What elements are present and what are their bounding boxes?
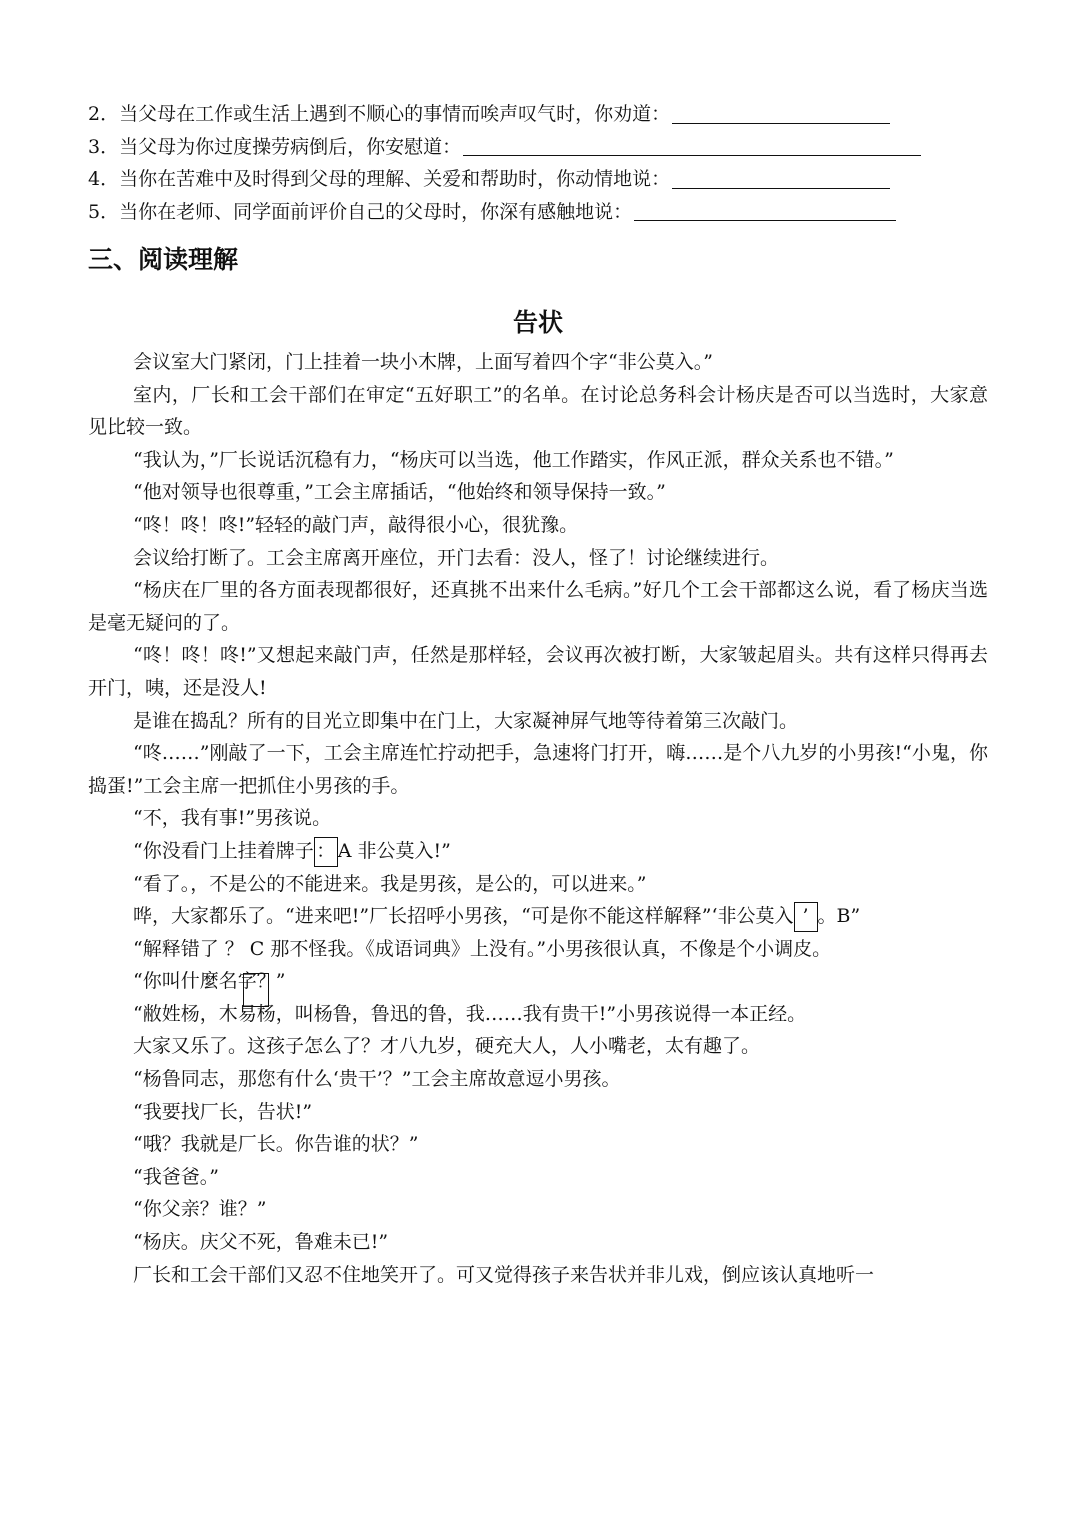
question-text: ．当你在苦难中及时得到父母的理解、关爱和帮助时，你动情地说：: [100, 168, 671, 190]
paragraph: “解释错了 ？ C 那不怪我。《成语词典》上没有。”小男孩很认真，不像是个小调皮。: [133, 937, 832, 960]
paragraph: “不，我有事!”男孩说。: [133, 807, 332, 830]
question-3: [88, 131, 988, 164]
paragraph: “你父亲？谁？”: [133, 1198, 267, 1221]
paragraph: “我认为，”厂长说话沉稳有力，“杨庆可以当选，他工作踏实，作风正派，群众关系也不错。”: [133, 448, 894, 471]
worksheet-page: [88, 98, 988, 1291]
paragraph: “你叫什麼名字？”: [133, 970, 286, 993]
paragraph: “看了。，不是公的不能进来。我是男孩，是公的，可以进来。”: [133, 872, 647, 895]
paragraph: “杨鲁同志，那您有什么‘贵干’？”工会主席故意逗小男孩。: [133, 1068, 621, 1091]
paragraph: “哦？我就是厂长。你告谁的状？”: [133, 1133, 419, 1156]
question-5: [88, 196, 988, 229]
paragraph-with-box-a: “你没看门上挂着牌子 ： A 非公莫入!”: [88, 835, 988, 868]
question-number: 3: [88, 135, 101, 158]
punctuation-box-a[interactable]: ：: [314, 837, 338, 867]
question-text: ．当父母为你过度操劳病倒后，你安慰道：: [100, 135, 462, 158]
paragraph: 大家又乐了。这孩子怎么了？才八九岁，硬充大人，人小嘴老，太有趣了。: [133, 1035, 761, 1058]
paragraph: “他对领导也很尊重，”工会主席插话，“他始终和领导保持一致。”: [133, 481, 666, 504]
paragraph: “杨庆在厂里的各方面表现都很好，还真挑不出来什么毛病。”好几个工会干部都这么说，看了杨庆当选是毫无疑问的了。: [88, 579, 988, 634]
paragraph: 室内，厂长和工会干部们在审定“五好职工”的名单。在讨论总务科会计杨庆是否可以当选时，大家意见比较一致。: [88, 383, 988, 439]
answer-box-b[interactable]: [243, 973, 269, 1007]
paragraph: 会议给打断了。工会主席离开座位，开门去看：没人，怪了！讨论继续进行。: [133, 546, 780, 569]
paragraph: 会议室大门紧闭，门上挂着一块小木牌，上面写着四个字“非公莫入。”: [133, 351, 713, 373]
answer-blank[interactable]: [463, 155, 921, 156]
section-heading: 三、阅读理解: [88, 245, 239, 274]
paragraph: 是谁在捣乱？所有的目光立即集中在门上，大家凝神屏气地等待着第三次敲门。: [133, 709, 799, 732]
answer-blank[interactable]: [672, 188, 890, 189]
paragraph: “杨庆。庆父不死，鲁难未已!”: [133, 1231, 389, 1254]
story-title: 告状: [512, 308, 563, 337]
question-text: ．当父母在工作或生活上遇到不顺心的事情而唉声叹气时，你劝道：: [100, 103, 671, 125]
paragraph-with-box-b: 哗，大家都乐了。“进来吧!”厂长招呼小男孩，“可是你不能这样解释”‘非公莫入 ’ 。B”: [88, 900, 988, 933]
paragraph: “咚！咚！咚!”又想起来敲门声，任然是那样轻，会议再次被打断，大家皱起眉头。共有这样只得再去开门，咦，还是没人!: [88, 644, 988, 699]
question-4: [88, 163, 988, 196]
question-2: [88, 98, 988, 131]
story-body: [88, 346, 988, 1291]
paragraph: “咚！咚！咚!”轻轻的敲门声，敲得很小心，很犹豫。: [133, 513, 579, 536]
answer-blank[interactable]: [672, 123, 890, 124]
paragraph: 厂长和工会干部们又忍不住地笑开了。可又觉得孩子来告状并非儿戏，倒应该认真地听一: [133, 1263, 875, 1286]
paragraph: “敝姓杨，木易杨，叫杨鲁，鲁迅的鲁，我……我有贵干!”小男孩说得一本正经。: [133, 1002, 807, 1025]
question-text: ．当你在老师、同学面前评价自己的父母时，你深有感触地说：: [100, 200, 633, 223]
punctuation-box-quote[interactable]: ’: [794, 902, 818, 932]
question-number: 2: [88, 103, 101, 125]
question-number: 5: [88, 200, 101, 223]
question-number: 4: [88, 168, 101, 190]
paragraph: “咚……”刚敲了一下，工会主席连忙拧动把手，急速将门打开，嗨……是个八九岁的小男孩!“小鬼，你捣蛋!”工会主席一把抓住小男孩的手。: [88, 742, 988, 797]
paragraph: “我要找厂长，告状!”: [133, 1100, 313, 1123]
paragraph: “我爸爸。”: [133, 1165, 219, 1188]
answer-blank[interactable]: [634, 220, 896, 221]
